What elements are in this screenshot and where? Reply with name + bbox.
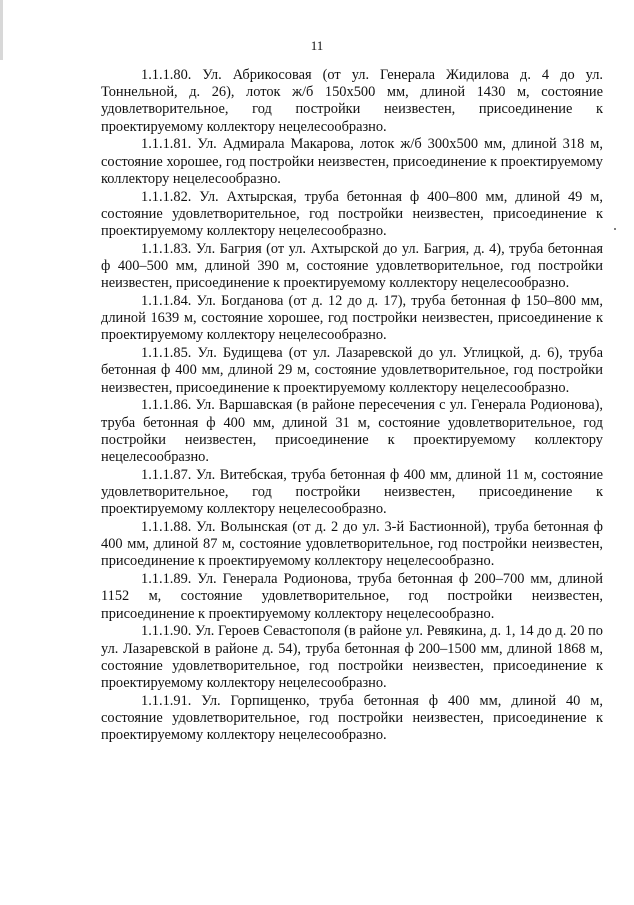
paragraph-1-1-1-81: 1.1.1.81. Ул. Адмирала Макарова, лоток ж/б 300х500 мм, длиной 318 м, состояние хорошее, год постройки неизвестен, присоединение к проектируемому коллектору нецелесообразно. <box>101 136 603 187</box>
paragraph-1-1-1-80: 1.1.1.80. Ул. Абрикосовая (от ул. Генерала Жидилова д. 4 до ул. Тоннельной, д. 26), лоток ж/б 150х500 мм, длиной 1430 м, состояние удовлетворительное, год постройки неизвестен, присоединение к проектируемому коллектору нецелесообразно. <box>101 67 603 135</box>
document-body <box>101 67 603 745</box>
paragraph-1-1-1-90: 1.1.1.90. Ул. Героев Севастополя (в районе ул. Ревякина, д. 1, 14 до д. 20 по ул. Лазаревской в районе д. 54), труба бетонная ф 200–1500 мм, длиной 1868 м, состояние удовлетворительное, год постройки неизвестен, присоединение к проектируемому коллектору нецелесообразно. <box>101 623 603 692</box>
paragraph-1-1-1-82: 1.1.1.82. Ул. Ахтырская, труба бетонная ф 400–800 мм, длиной 49 м, состояние удовлетворительное, год постройки неизвестен, присоединение к проектируемому коллектору нецелесообразно. <box>101 188 603 240</box>
paragraph-1-1-1-88: 1.1.1.88. Ул. Волынская (от д. 2 до ул. 3-й Бастионной), труба бетонная ф 400 мм, длиной 87 м, состояние удовлетворительное, год постройки неизвестен, присоединение к проектируемому коллектору нецелесообразно. <box>101 519 603 570</box>
paragraph-1-1-1-84: 1.1.1.84. Ул. Богданова (от д. 12 до д. 17), труба бетонная ф 150–800 мм, длиной 1639 м, состояние хорошее, год постройки неизвестен, присоединение к проектируемому коллектору нецелесообразно. <box>101 293 603 344</box>
paragraph-1-1-1-83: 1.1.1.83. Ул. Багрия (от ул. Ахтырской до ул. Багрия, д. 4), труба бетонная ф 400–500 мм, длиной 390 м, состояние удовлетворительное, год постройки неизвестен, присоединение к проектируемому коллектору нецелесообразно. <box>101 240 603 292</box>
paragraph-1-1-1-91: 1.1.1.91. Ул. Горпищенко, труба бетонная ф 400 мм, длиной 40 м, состояние удовлетворительное, год постройки неизвестен, присоединение к проектируемому коллектору нецелесообразно. <box>101 692 603 744</box>
paragraph-1-1-1-85: 1.1.1.85. Ул. Будищева (от ул. Лазаревской до ул. Углицкой, д. 6), труба бетонная ф 400 мм, длиной 29 м, состояние удовлетворительное, год постройки неизвестен, присоединение к проектируемому коллектору нецелесообразно. <box>101 345 603 396</box>
page-number: 11 <box>310 38 324 53</box>
scan-dot-mark <box>614 228 616 230</box>
paragraph-1-1-1-89: 1.1.1.89. Ул. Генерала Родионова, труба бетонная ф 200–700 мм, длиной 1152 м, состояние удовлетворительное, год постройки неизвестен, присоединение к проектируемому коллектору нецелесообразно. <box>101 571 603 622</box>
paragraph-1-1-1-87: 1.1.1.87. Ул. Витебская, труба бетонная ф 400 мм, длиной 11 м, состояние удовлетворительное, год постройки неизвестен, присоединение к проектируемому коллектору нецелесообразно. <box>101 466 603 518</box>
paragraph-1-1-1-86: 1.1.1.86. Ул. Варшавская (в районе пересечения с ул. Генерала Родионова), труба бетонная ф 400 мм, длиной 31 м, состояние удовлетворительное, год постройки неизвестен, присоединение к проектируемому коллектору нецелесообразно. <box>101 397 603 466</box>
